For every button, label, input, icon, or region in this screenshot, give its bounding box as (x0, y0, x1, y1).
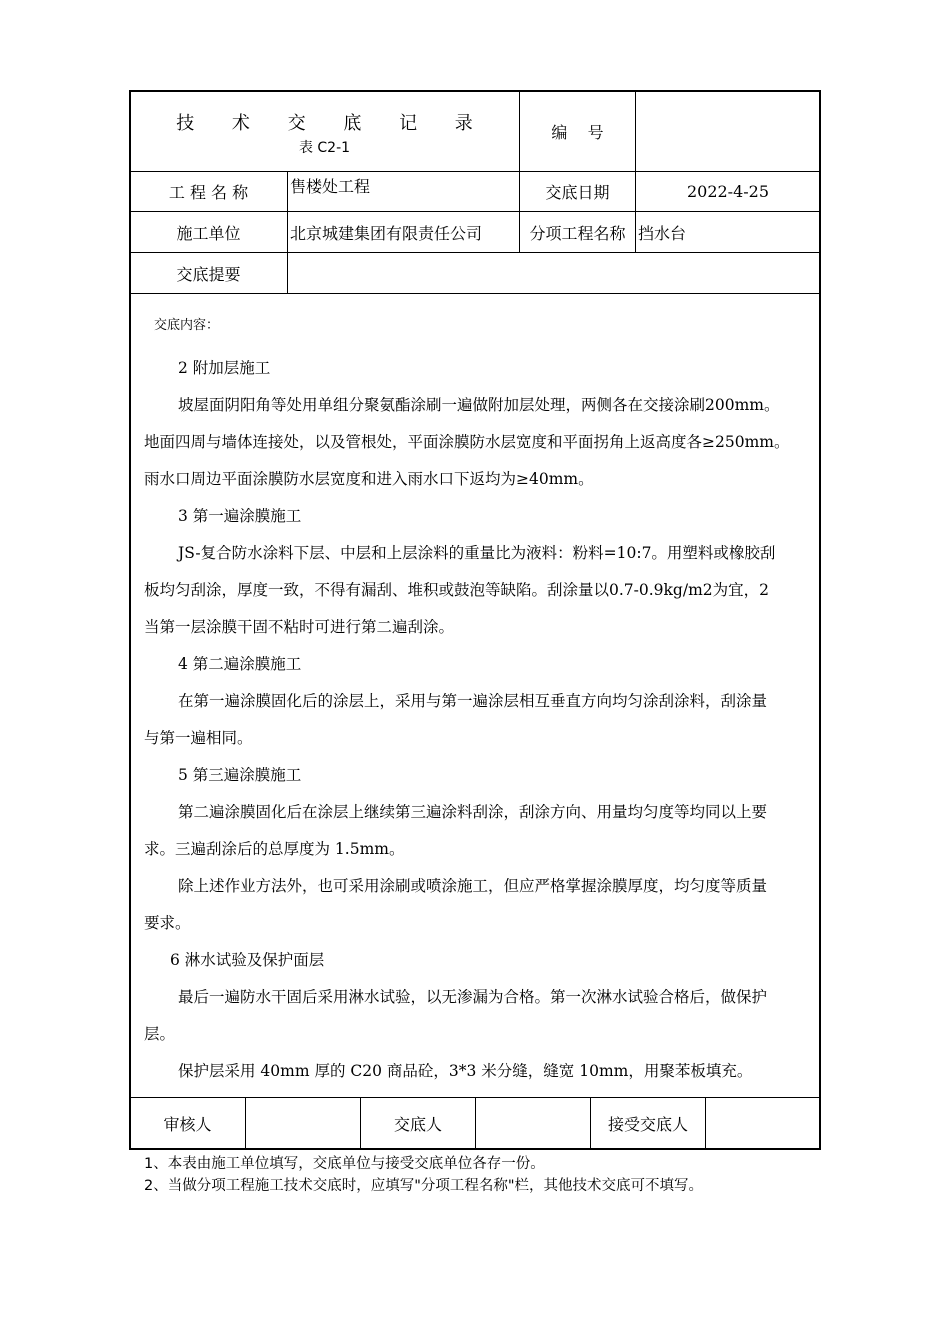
form-title: 技 术 交 底 记 录 (176, 113, 489, 134)
section-heading: 4 第二遍涂膜施工 (178, 655, 302, 673)
receiver-signature-field[interactable] (706, 1098, 820, 1149)
content-line: 除上述作业方法外，也可采用涂刷或喷涂施工，但应严格掌握涂膜厚度，均匀度等质量 (178, 877, 768, 895)
content-intro: 交底内容： (154, 317, 220, 333)
number-label: 编 号 (551, 123, 604, 142)
footnotes (144, 1153, 703, 1197)
column-divider (287, 171, 288, 293)
section-heading: 6 淋水试验及保护面层 (170, 951, 325, 969)
reviewer-signature-field[interactable] (246, 1098, 360, 1149)
presenter-label: 交底人 (393, 1115, 442, 1134)
receiver-label: 接受交底人 (607, 1115, 688, 1134)
content-line: 求。三遍刮涂后的总厚度为 1.5mm。 (144, 840, 405, 858)
section-heading: 5 第三遍涂膜施工 (178, 766, 302, 784)
reviewer-label: 审核人 (163, 1115, 212, 1134)
subproject-label: 分项工程名称 (529, 223, 626, 243)
content-line: 第二遍涂膜固化后在涂层上继续第三遍涂料刮涂，刮涂方向、用量均匀度等均同以上要 (178, 803, 768, 821)
disclosure-content (144, 350, 810, 1090)
number-field[interactable] (636, 92, 820, 171)
summary-label: 交底提要 (176, 264, 241, 284)
content-line: 在第一遍涂膜固化后的涂层上，采用与第一遍涂层相互垂直方向均匀涂刮涂料，刮涂量 (178, 692, 768, 710)
content-line: 当第一层涂膜干固不粘时可进行第二遍刮涂。 (144, 618, 455, 636)
row-divider (130, 293, 820, 294)
content-line: 层。 (144, 1025, 176, 1043)
content-line: 与第一遍相同。 (144, 729, 253, 747)
contractor-label: 施工单位 (176, 223, 241, 243)
footnote: 2、当做分项工程施工技术交底时，应填写"分项工程名称"栏，其他技术交底可不填写。 (144, 1178, 704, 1194)
contractor-value[interactable]: 北京城建集团有限责任公司 (290, 223, 483, 243)
footnote: 1、本表由施工单位填写，交底单位与接受交底单位各存一份。 (144, 1156, 545, 1172)
content-line: 最后一遍防水干固后采用淋水试验，以无渗漏为合格。第一次淋水试验合格后，做保护 (178, 988, 768, 1006)
content-line: 板均匀刮涂，厚度一致，不得有漏刮、堆积或鼓泡等缺陷。刮涂量以0.7-0.9kg/m2为宜，2 (144, 581, 769, 599)
subproject-value[interactable]: 挡水台 (638, 223, 687, 243)
content-line: 坡屋面阴阳角等处用单组分聚氨酯涂刷一遍做附加层处理，两侧各在交接涂刷200mm。 (178, 396, 780, 414)
content-line: 要求。 (144, 914, 191, 932)
project-name-value[interactable]: 售楼处工程 (290, 176, 371, 196)
content-line: 雨水口周边平面涂膜防水层宽度和进入雨水口下返均为≥40mm。 (144, 470, 594, 488)
date-label: 交底日期 (545, 183, 610, 202)
project-name-label: 工 程 名 称 (168, 183, 249, 202)
section-heading: 2 附加层施工 (178, 359, 271, 377)
form-code: 表 C2-1 (298, 140, 351, 156)
summary-value[interactable] (290, 253, 820, 293)
section-heading: 3 第一遍涂膜施工 (178, 507, 302, 525)
date-value[interactable]: 2022-4-25 (686, 182, 770, 201)
content-line: JS-复合防水涂料下层、中层和上层涂料的重量比为液料：粉料=10:7。用塑料或橡胶刮 (178, 544, 776, 562)
presenter-signature-field[interactable] (476, 1098, 590, 1149)
content-line: 地面四周与墙体连接处，以及管根处，平面涂膜防水层宽度和平面拐角上返高度各≥250mm。 (144, 433, 790, 451)
content-line: 保护层采用 40mm 厚的 C20 商品砼，3*3 米分缝，缝宽 10mm，用聚苯板填充。 (178, 1062, 753, 1080)
